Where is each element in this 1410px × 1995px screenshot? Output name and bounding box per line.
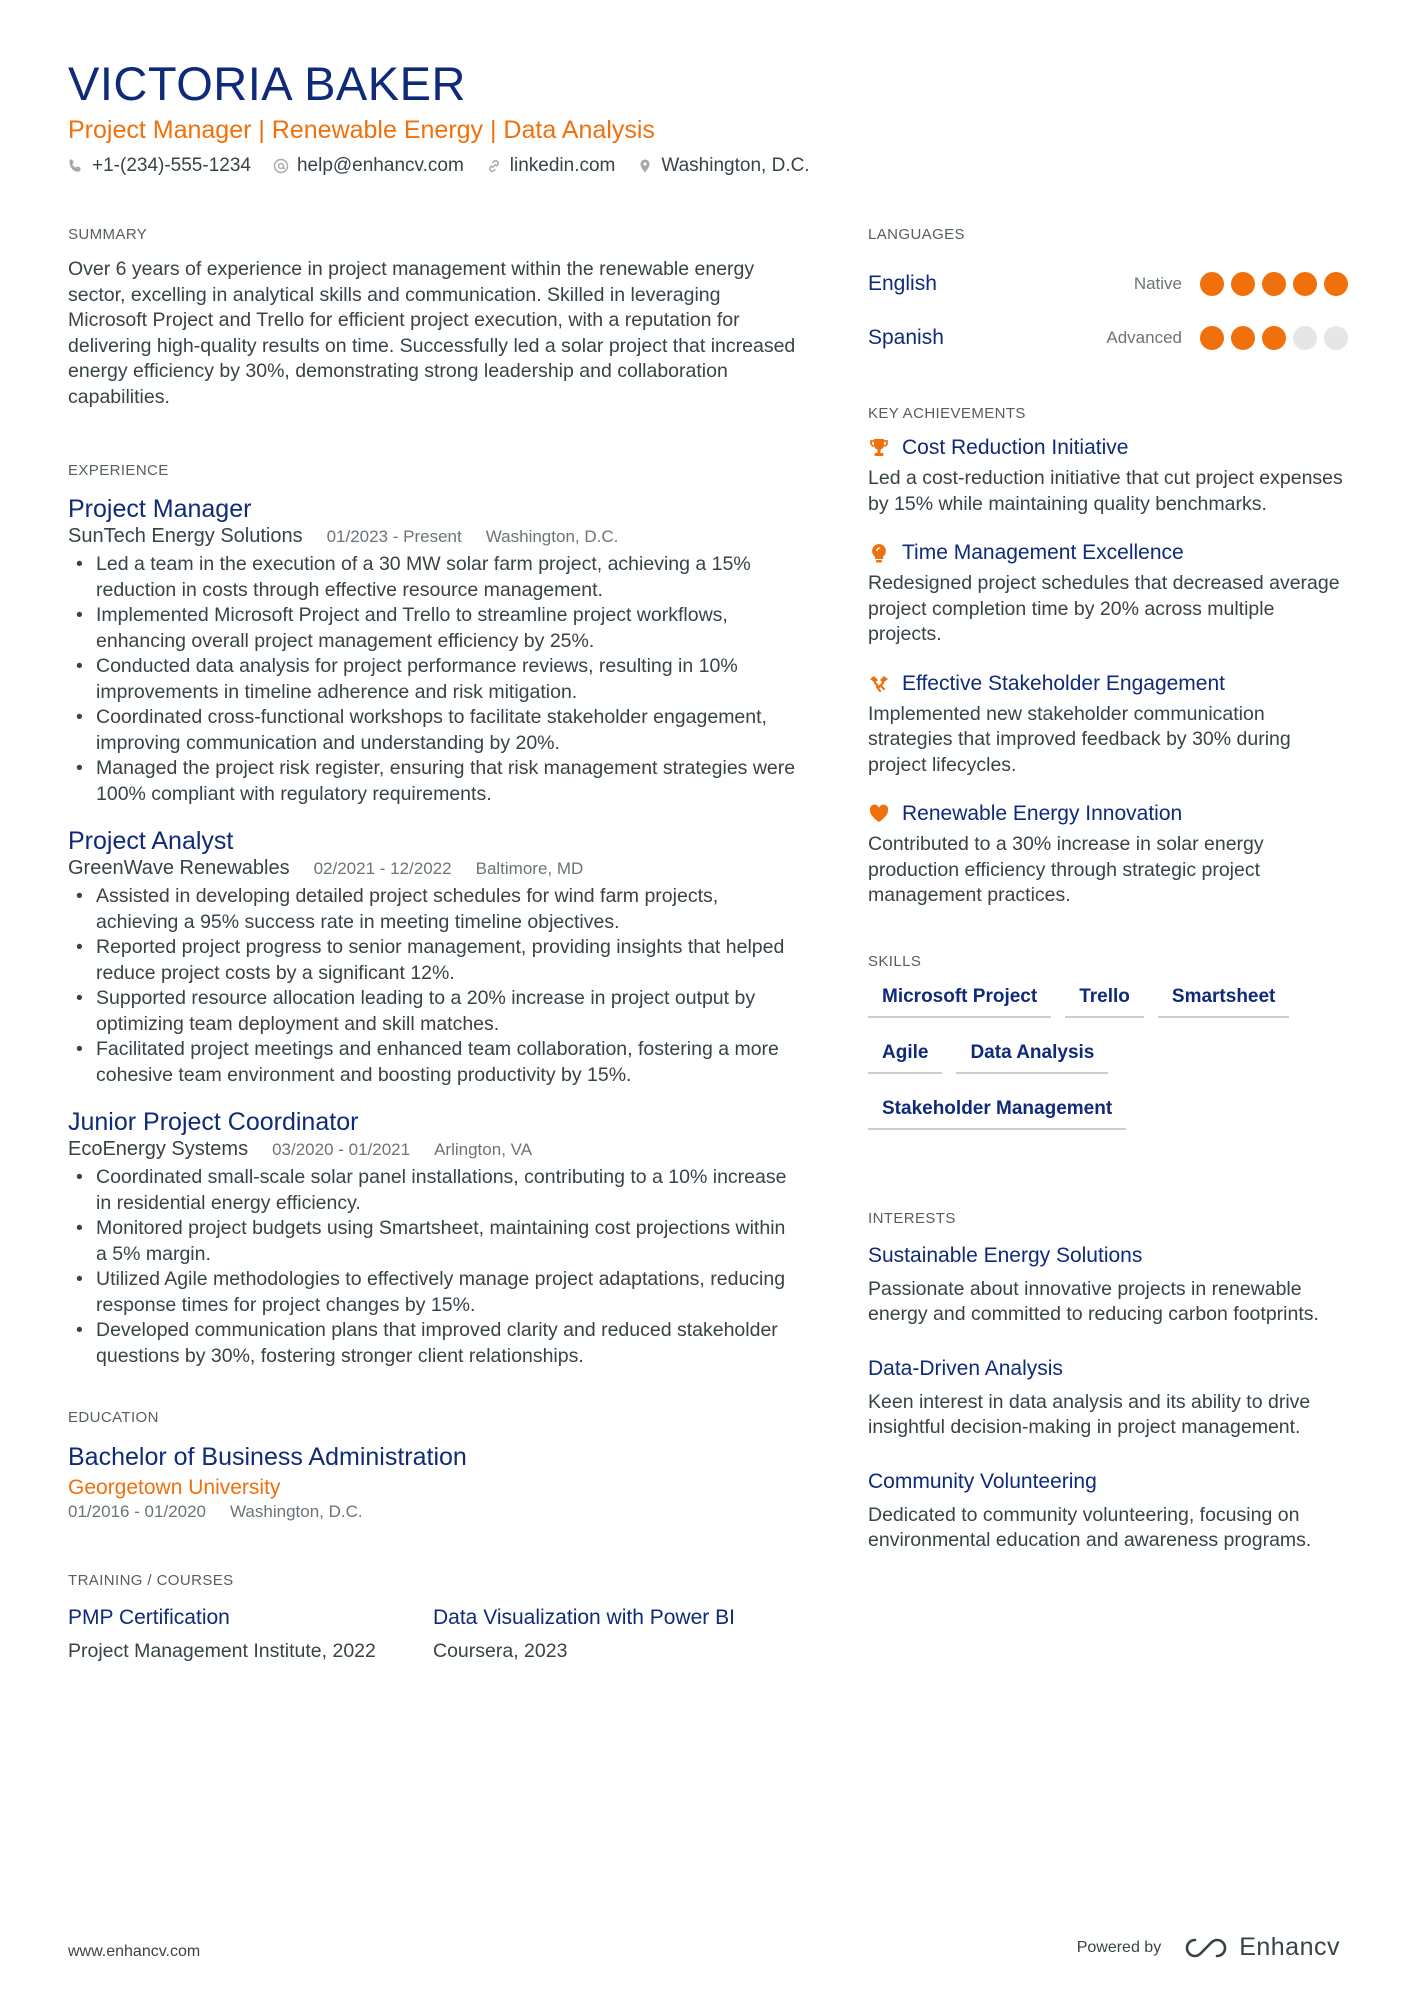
rating-dot-empty: [1324, 326, 1348, 350]
phone-text: +1-(234)-555-1234: [92, 155, 251, 176]
education-meta: [68, 1502, 798, 1522]
achievement-text: Redesigned project schedules that decreased average project completion time by 20% across multiple projects.: [868, 572, 1340, 645]
achievement-header: [868, 672, 1348, 696]
course-provider: Project Management Institute, 2022: [68, 1640, 376, 1662]
education-dates: 01/2016 - 01/2020: [68, 1502, 207, 1521]
achievement-title: Effective Stakeholder Engagement: [902, 671, 1225, 695]
candidate-name: VICTORIA BAKER: [68, 57, 466, 110]
rating-dot-filled: [1200, 272, 1224, 296]
job-title: Project Manager: [68, 495, 252, 523]
summary-text: Over 6 years of experience in project management within the renewable energy sector, excelling in analytical skills and communication. Skilled in leveraging Microsoft Project and Trello for efficient project execution, with a reputation for delivering high-quality results on time. Successfully led a solar project that increased energy efficiency by 30%, demonstrating strong leadership and collaboration capabilities.: [68, 258, 796, 408]
course-title: Data Visualization with Power BI: [433, 1606, 735, 1629]
courses-section: [68, 1572, 798, 1665]
enhancv-logo[interactable]: [1183, 1933, 1340, 1962]
job-bullet: • Facilitated project meetings and enhanced team collaboration, fostering a more cohesive team environment and boosting productivity by 15%.: [68, 1037, 798, 1088]
enhancv-logo-text: Enhancv: [1239, 1933, 1340, 1961]
contact-phone[interactable]: [68, 155, 251, 177]
skill-tag: Stakeholder Management: [868, 1090, 1126, 1130]
interest-item: [868, 1467, 1348, 1554]
job-meta: [68, 525, 798, 548]
education-section: [68, 1409, 798, 1522]
course-provider: Coursera, 2023: [433, 1640, 568, 1662]
job-bullet: • Supported resource allocation leading to a 20% increase in project output by optimizing team deployment and skill matches.: [68, 986, 798, 1037]
rating-dot-filled: [1293, 272, 1317, 296]
courses-title: TRAINING / COURSES: [68, 1572, 234, 1589]
powered-by-label: Powered by: [1076, 1938, 1162, 1956]
experience-title: EXPERIENCE: [68, 462, 169, 479]
interest-text: Dedicated to community volunteering, focusing on environmental education and awareness programs.: [868, 1503, 1312, 1551]
job-title: Project Analyst: [68, 827, 234, 855]
link-icon: [486, 158, 502, 174]
language-name: English: [868, 272, 937, 295]
language-row: [868, 311, 1348, 365]
achievement-text: Contributed to a 30% increase in solar energy production efficiency through strategic project management practices.: [868, 833, 1264, 906]
job-bullets: [68, 884, 798, 1088]
education-location: Washington, D.C.: [230, 1502, 363, 1521]
skill-tag: Data Analysis: [956, 1034, 1108, 1074]
achievement-text: Led a cost-reduction initiative that cut project expenses by 15% while maintaining quality benchmarks.: [868, 467, 1343, 515]
achievements-section: [868, 405, 1348, 909]
achievement-item: [868, 802, 1348, 909]
interests-section: [868, 1210, 1348, 1554]
job-bullet: • Implemented Microsoft Project and Trello to streamline project workflows, enhancing overall project management efficiency by 25%.: [68, 603, 798, 654]
achievement-header: [868, 802, 1348, 826]
job-dates: 03/2020 - 01/2021: [272, 1140, 411, 1159]
languages-title: LANGUAGES: [868, 226, 965, 243]
job-company: GreenWave Renewables: [68, 857, 290, 879]
rating-dot-filled: [1231, 272, 1255, 296]
language-level: Advanced: [1106, 328, 1182, 347]
job-company: SunTech Energy Solutions: [68, 525, 303, 547]
rating-dot-filled: [1262, 326, 1286, 350]
languages-section: [868, 226, 1348, 365]
phone-icon: [68, 158, 84, 174]
achievement-header: [868, 541, 1348, 565]
summary-title: SUMMARY: [68, 226, 148, 243]
job-bullet: • Managed the project risk register, ensuring that risk management strategies were 100% compliant with regulatory requirements.: [68, 756, 798, 807]
rating-dot-filled: [1231, 326, 1255, 350]
job-location: Baltimore, MD: [475, 859, 584, 878]
interest-title: Community Volunteering: [868, 1469, 1097, 1493]
headline: Project Manager | Renewable Energy | Data Analysis: [68, 116, 655, 144]
course-item: [433, 1603, 798, 1665]
contact-location: [637, 155, 809, 177]
interests-title: INTERESTS: [868, 1209, 956, 1227]
contact-bar: [68, 155, 810, 177]
language-name: Spanish: [868, 326, 944, 349]
education-school: Georgetown University: [68, 1476, 281, 1499]
education-title: EDUCATION: [68, 1409, 159, 1426]
job-location: Arlington, VA: [434, 1140, 533, 1159]
job-entry: [68, 825, 798, 1088]
job-bullets: [68, 552, 798, 807]
footer-website[interactable]: www.enhancv.com: [68, 1943, 201, 1960]
job-entry: [68, 1106, 798, 1369]
location-text: Washington, D.C.: [661, 155, 810, 176]
right-column: [868, 226, 1348, 1580]
job-company: EcoEnergy Systems: [68, 1138, 249, 1160]
trophy-icon: [868, 437, 890, 459]
job-bullet: • Reported project progress to senior management, providing insights that helped reduce project costs by a significant 12%.: [68, 935, 798, 986]
achievement-item: [868, 672, 1348, 779]
linkedin-text: linkedin.com: [509, 155, 616, 176]
skills-list: [868, 978, 1338, 1146]
skill-tag: Trello: [1065, 978, 1144, 1018]
skills-section: [868, 953, 1348, 1146]
interest-item: [868, 1241, 1348, 1328]
email-text: help@enhancv.com: [296, 155, 464, 176]
rating-dot-filled: [1262, 272, 1286, 296]
achievement-text: Implemented new stakeholder communication strategies that improved feedback by 30% during project lifecycles.: [868, 702, 1291, 776]
location-pin-icon: [637, 158, 653, 174]
achievement-item: [868, 541, 1348, 648]
job-location: Washington, D.C.: [485, 527, 619, 546]
achievement-header: [868, 436, 1348, 460]
job-bullet: • Led a team in the execution of a 30 MW solar farm project, achieving a 15% reduction in costs through effective resource management.: [68, 552, 798, 603]
achievements-title: KEY ACHIEVEMENTS: [868, 405, 1026, 422]
interest-text: Keen interest in data analysis and its ability to drive insightful decision-making in project management.: [868, 1390, 1311, 1438]
at-icon: [273, 158, 289, 174]
job-bullet: • Utilized Agile methodologies to effectively manage project adaptations, reducing response times for project changes by 15%.: [68, 1267, 798, 1318]
left-column: [68, 226, 798, 1665]
language-level: Native: [1133, 274, 1182, 293]
achievement-item: [868, 436, 1348, 517]
skill-tag: Microsoft Project: [868, 978, 1051, 1018]
language-rating: [1200, 326, 1348, 350]
interest-title: Data-Driven Analysis: [868, 1356, 1063, 1380]
experience-section: [68, 462, 798, 1369]
interest-item: [868, 1354, 1348, 1441]
job-bullet: • Conducted data analysis for project performance reviews, resulting in 10% improvements in timeline adherence and risk mitigation.: [68, 654, 798, 705]
footer-brand: [1077, 1933, 1340, 1962]
enhancv-logo-icon: [1183, 1936, 1229, 1960]
course-item: [68, 1603, 433, 1665]
job-dates: 02/2021 - 12/2022: [313, 859, 452, 878]
rating-dot-filled: [1324, 272, 1348, 296]
skill-tag: Agile: [868, 1034, 942, 1074]
language-rating: [1200, 272, 1348, 296]
courses-list: [68, 1603, 798, 1665]
job-entry: [68, 493, 798, 807]
achievement-title: Renewable Energy Innovation: [902, 802, 1183, 825]
lightbulb-icon: [868, 542, 890, 564]
summary-section: [68, 226, 798, 410]
interest-text: Passionate about innovative projects in renewable energy and committed to reducing carbon footprints.: [868, 1277, 1319, 1325]
job-meta: [68, 1138, 798, 1161]
contact-email[interactable]: [273, 155, 464, 177]
language-row: [868, 257, 1348, 311]
skills-title: SKILLS: [868, 952, 922, 970]
job-bullet: • Monitored project budgets using Smartsheet, maintaining cost projections within a 5% margin.: [68, 1216, 798, 1267]
job-dates: 01/2023 - Present: [326, 527, 462, 546]
handshake-icon: [868, 673, 890, 695]
course-title: PMP Certification: [68, 1606, 230, 1629]
job-meta: [68, 857, 798, 880]
rating-dot-filled: [1200, 326, 1224, 350]
job-title: Junior Project Coordinator: [68, 1108, 359, 1136]
achievement-title: Time Management Excellence: [902, 541, 1184, 564]
job-bullet: • Developed communication plans that improved clarity and reduced stakeholder questions by 30%, fostering stronger client relationships.: [68, 1318, 798, 1369]
skill-tag: Smartsheet: [1158, 978, 1290, 1018]
job-bullet: • Coordinated cross-functional workshops to facilitate stakeholder engagement, improving communication and understanding by 20%.: [68, 705, 798, 756]
job-bullet: • Assisted in developing detailed project schedules for wind farm projects, achieving a 95% success rate in meeting timeline objectives.: [68, 884, 798, 935]
education-degree: Bachelor of Business Administration: [68, 1443, 467, 1471]
interest-title: Sustainable Energy Solutions: [868, 1243, 1143, 1267]
job-bullet: • Coordinated small-scale solar panel installations, contributing to a 10% increase in residential energy efficiency.: [68, 1165, 798, 1216]
rating-dot-empty: [1293, 326, 1317, 350]
job-bullets: [68, 1165, 798, 1369]
heart-icon: [868, 803, 890, 825]
achievement-title: Cost Reduction Initiative: [902, 436, 1129, 459]
contact-linkedin[interactable]: [486, 155, 616, 177]
